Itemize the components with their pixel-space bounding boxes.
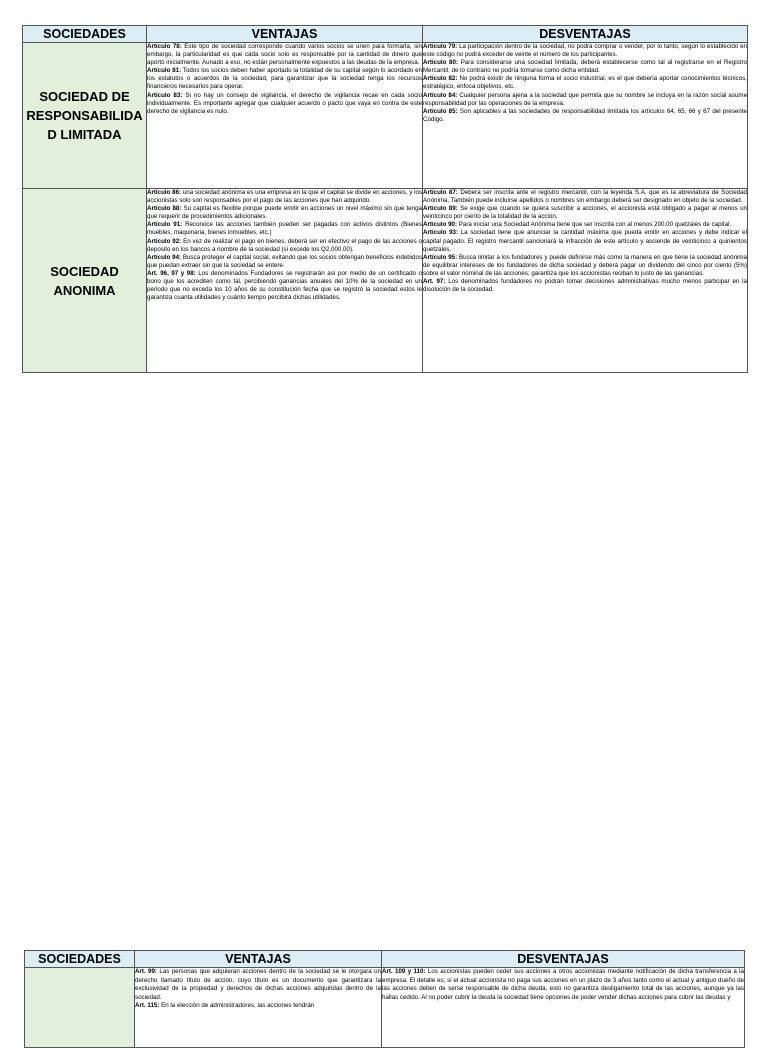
article-paragraph: [423, 59, 747, 75]
header-row: [25, 951, 745, 968]
article-paragraph: [423, 189, 747, 205]
article-text: La participación dentro de la sociedad, no podrá comprar o vender, por lo tanto, según lo establecido en este código no podrá exceder de veinte el número de los participantes.: [423, 43, 747, 59]
article-ref: Artículo 87:: [423, 189, 458, 196]
article-ref: Artículo 91:: [147, 221, 183, 229]
article-text: Para considerarse una sociedad limitada, deberá establecerse como tal al registrarse en el Registro Mercantil; de lo contrario no podría tomarse como dicha entidad.: [423, 59, 747, 75]
article-ref: Art. 109 y 110:: [382, 968, 426, 975]
article-text: Se exige que cuando se quiera suscribir a acciones, el accionista está obligado a pagar al menos un veinticinco por ciento de la totalidad de la acción.: [423, 205, 747, 221]
article-text: una sociedad anónima es una empresa en la que el capital se divide en acciones, y los accionistas solo son responsables por el pago de las acciones que han adquirido.: [147, 189, 422, 205]
article-paragraph: [147, 43, 422, 67]
article-ref: Artículo 84:: [423, 91, 458, 99]
article-paragraph: [423, 254, 747, 278]
desventajas-cell: [423, 189, 748, 373]
article-ref: Artículo 89:: [423, 205, 458, 213]
article-text: Para iniciar una Sociedad Anónima tiene que ser inscrita con al menos 200.00 quetzales de capital.: [457, 221, 732, 229]
article-ref: Artículo 82:: [423, 75, 458, 83]
article-paragraph: [423, 92, 747, 108]
article-paragraph: [147, 221, 422, 237]
article-paragraph: [135, 968, 381, 1002]
article-ref: Artículo 90:: [423, 221, 458, 229]
article-text: Busca proteger el capital social, evitando que los socios obtengan beneficios indebidos que puedan extraer sin que la sociedad se entere.: [147, 253, 422, 269]
ventajas-cell: [147, 43, 423, 189]
article-ref: Artículo 83:: [147, 91, 183, 99]
table-row: [25, 968, 745, 1048]
article-ref: Art. 97:: [423, 278, 446, 286]
header-sociedades: SOCIEDADES: [23, 26, 147, 43]
article-ref: Art. 99:: [135, 968, 157, 975]
article-text: Los denominados fundadores no podrán tomar decisiones administrativas mucho menos participar en la disolución de la sociedad.: [423, 278, 747, 294]
article-text: Reconoce las acciones también pueden ser pagadas con activos distintos (Bienes muebles, maquinaria, bienes inmuebles, etc.): [147, 221, 422, 237]
article-text: Busca limitar a los fundadores y puede definirse más como la manera en que tiene la sociedad anónima de equilibrar intereses de los fundadores de dicha sociedad y deberá pagar un dividendo del cinco por ciento (5%) sobre el valor nominal de las acciones; garantiza que los accionistas reciban lo justo de las ganancias.: [423, 253, 747, 277]
article-ref: Artículo 85:: [423, 107, 458, 115]
article-paragraph: [147, 189, 422, 205]
article-paragraph: [423, 108, 747, 124]
header-ventajas: VENTAJAS: [135, 951, 382, 968]
article-paragraph: [423, 221, 747, 229]
article-text: Si no hay un consejo de vigilancia, el derecho de vigilancia recae en cada socio individualmente. Es importante agregar que cualquier acuerdo o pacto que vaya en contra de este derecho de vigilancia es nulo.: [147, 91, 422, 115]
article-text: Son aplicables a las sociedades de responsabilidad limitada los artículos 64, 65, 66 y 67 del presente Código.: [423, 107, 747, 123]
article-paragraph: [135, 1002, 381, 1011]
row-label: [25, 968, 135, 1048]
article-paragraph: [382, 968, 744, 1002]
header-row: [23, 26, 748, 43]
header-desventajas: DESVENTAJAS: [423, 26, 748, 43]
article-ref: Art. 96, 97 y 98:: [147, 269, 196, 277]
article-paragraph: [147, 205, 422, 221]
article-paragraph: [147, 270, 422, 302]
table-row: [23, 189, 748, 373]
article-text: Cualquier persona ajena a la sociedad que permita que su nombre se incluya en la razón social asume responsabilidad por las operaciones de la empresa.: [423, 91, 748, 107]
article-text: Todos los socios deben haber aportado la totalidad de su capital según lo acordado en los estatutos o acuerdos de la sociedad, para garantizar que la sociedad tenga los recursos financieros necesarios para operar.: [147, 67, 422, 91]
ventajas-cell: [147, 189, 423, 373]
header-desventajas: DESVENTAJAS: [382, 951, 745, 968]
row-label-sa: SOCIEDAD ANONIMA: [23, 189, 147, 373]
article-text: No podrá existir de ninguna forma el socio industrial, es el que debería aportar conocimientos técnicos, estratégico, enfoca objetivos, etc.: [423, 75, 747, 91]
article-text: Este tipo de sociedad corresponde cuando varios socios se unen para formarla, sin embargo, la particularidad es que cada socio solo es responsable por la cantidad de dinero que aportó inicialmente. Aunado a eso, no están personalmente expuestos a las deudas de la empresa.: [147, 43, 422, 67]
article-ref: Artículo 81:: [147, 67, 182, 75]
article-text: Las personas que adquieran acciones dentro de la sociedad se le otorgara un derecho llamado título de acción, cuyo título es un documento que garantizara la exclusividad de la propiedad y derechos de dichas acciones adquiridas dentro de la sociedad.: [135, 968, 381, 1001]
desventajas-cell: [382, 968, 745, 1048]
article-ref: Art. 115:: [135, 1002, 160, 1010]
row-label-srl: SOCIEDAD DE RESPONSABILIDA D LIMITADA: [23, 43, 147, 189]
comparison-table: [22, 25, 748, 373]
comparison-table-continued: [24, 950, 745, 1048]
table-row: [23, 43, 748, 189]
ventajas-cell: [135, 968, 382, 1048]
article-ref: Artículo 93:: [423, 229, 459, 237]
article-ref: Artículo 95:: [423, 253, 458, 261]
article-ref: Artículo 94:: [147, 253, 182, 261]
article-paragraph: [423, 75, 747, 91]
article-paragraph: [147, 67, 422, 91]
article-text: En la elección de administradores, las acciones tendrán: [159, 1002, 315, 1010]
article-text: La sociedad tiene que anunciar la cantidad máxima que pueda emitir en acciones y debe indicar el capital pagado. El registro mercantil sancionará la infracción de este artículo y asciende de veinticinco a quinientos quetzales.: [423, 229, 747, 253]
article-ref: Artículo 88:: [147, 205, 182, 213]
article-ref: Artículo 86:: [147, 189, 182, 196]
header-ventajas: VENTAJAS: [147, 26, 423, 43]
article-ref: Artículo 80:: [423, 59, 459, 67]
desventajas-cell: [423, 43, 748, 189]
article-text: En vez de realizar el pago en bienes, deberá ser en efectivo el pago de las acciones o deposito en los bancos a nombre de la sociedad (si excede los Q2,000.00).: [147, 237, 422, 253]
article-text: Su capital es flexible porque puede emitir en acciones un nivel máximo sin que tenga que requerir de procedimientos adicionales.: [147, 205, 422, 221]
article-paragraph: [423, 278, 747, 294]
article-ref: Artículo 79:: [423, 43, 458, 50]
article-paragraph: [423, 205, 747, 221]
article-ref: Artículo 78:: [147, 43, 182, 50]
article-paragraph: [423, 229, 747, 253]
article-text: Los denominados Fundadores se registrarán así por medio de un certificado o bono que los acrediten como tal, percibiendo ganancias anuales del 10% de la sociedad en un periodo que no exceda los 10 años de su constitución fecha que se registró la sociedad estos le garantiza cuanta utilidades y cuánto tiempo percibirá dichas utilidades.: [147, 269, 422, 302]
article-text: Debera ser inscrita ante el registro mercantil, con la leyenda S.A. que es la abreviatura de Sociedad Anónima, También puede incluirse apellidos o nombres sin embargo deberá ser designado en objeto de la sociedad.: [423, 189, 747, 205]
header-sociedades: SOCIEDADES: [25, 951, 135, 968]
article-paragraph: [147, 92, 422, 116]
article-paragraph: [423, 43, 747, 59]
article-paragraph: [147, 238, 422, 254]
article-text: Los accionistas pueden ceder sus acciones a otros accionistas mediante notificación de dicha transferencia a la empresa. El detalle es; si el actual accionista no paga sus acciones en un plazo de 3 años tanto como el actual y antiguo dueño de las acciones deben de serse responsable de dicha deuda, esto no garantiza desligamiento total de las acciones, aunque ya las hallas cedido. Al no poder cubrir la deuda la sociedad tiene opciones de poder vender dichas acciones para cubrir las deudas y: [382, 968, 744, 1001]
article-ref: Artículo 92:: [147, 237, 182, 245]
article-paragraph: [147, 254, 422, 270]
